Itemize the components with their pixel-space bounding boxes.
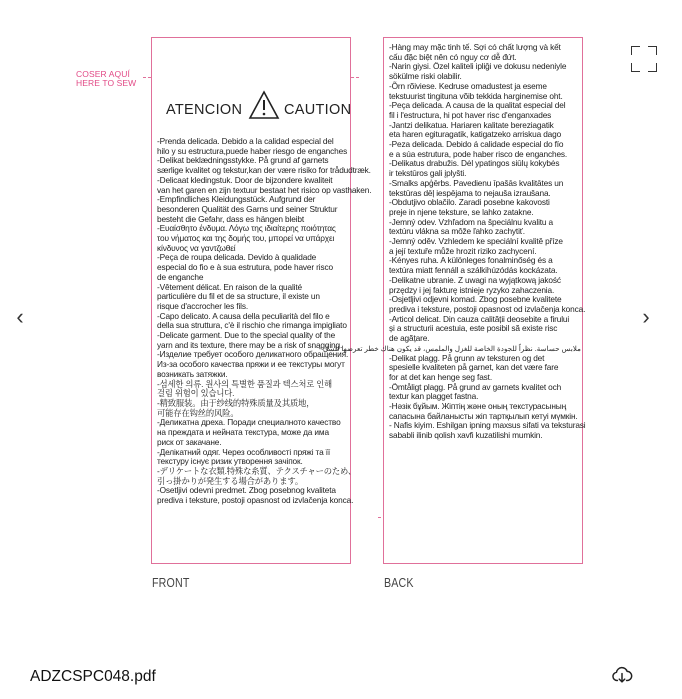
text-line: -Нәзік бұйым. Жіптің және оның текстурасының: [389, 401, 567, 412]
heading-caution: CAUTION: [284, 102, 352, 118]
cloud-download-icon[interactable]: [611, 664, 633, 686]
text-line: ir tekstūros gali įplyšti.: [389, 168, 467, 179]
text-line: -Osetljivi odevni predmet. Zbog posebnog kvaliteta: [157, 485, 336, 496]
next-page-arrow-icon[interactable]: ›: [642, 304, 650, 329]
text-line: spesielle kvaliteten på garnet, kan det være fare: [389, 362, 559, 373]
text-line: -Hàng may mặc tinh tế. Sợi có chất lượng và kết: [389, 42, 561, 52]
text-line: particulière du fil et de sa structure, il existe un: [157, 291, 320, 302]
file-name: ADZCSPC048.pdf: [30, 668, 156, 685]
text-line: de agățare.: [389, 333, 430, 344]
text-line: -Peça delicada. A causa de la qualitat especial del: [389, 100, 566, 111]
text-line: cấu đặc biệt nên có nguy cơ dễ đứt.: [389, 51, 517, 62]
text-line: besteht die Gefahr, dass es hängen bleibt: [157, 213, 304, 224]
text-line: -Smalks apģērbs. Pavedienu īpašās kvalitātes un: [389, 177, 564, 188]
text-line: -Delikat beklædningsstykke. På grund af garnets: [157, 155, 329, 166]
text-line: sababli ilinib qolish xavfi kuzatilishi mumkin.: [389, 430, 543, 441]
text-line: 可能存在钩丝的风险。: [157, 407, 239, 418]
text-line: -Osjetljivi odjevni komad. Zbog posebne kvalitete: [389, 294, 562, 305]
text-line: eta haren egituragatik, katigatzeko arriskua dago: [389, 129, 562, 140]
text-line: -Delicaat kledingstuk. Door de bijzondere kwaliteit: [157, 174, 333, 185]
text-line: prediva i teksture, postoji opasnost od izvlačenja konca.: [157, 495, 354, 506]
text-line: -Prenda delicada. Debido a la calidad especial del: [157, 136, 334, 146]
text-line: van het garen en zijn textuur bestaat het risico op vasthaken.: [157, 184, 372, 195]
text-line: de enganche: [157, 271, 204, 282]
text-line: e a súa estrutura, pode haber risco de enganches.: [389, 148, 568, 159]
text-line: -Delicate garment. Due to the special quality of the: [157, 330, 336, 341]
text-line: a její textuře může hrozit riziko zachycení.: [389, 245, 537, 256]
text-line: -Delikatne ubranie. Z uwagi na wyjątkową jakość: [389, 274, 561, 285]
text-line: -Peza delicada. Debido á calidade especial do fío: [389, 139, 564, 150]
text-line: della sua struttura, c'è il rischio che rimanga impigliato: [157, 320, 347, 331]
warning-triangle-icon: [248, 90, 280, 120]
text-line: særlige kvalitet og tekstur,kan der være risiko for trådudtræk.: [157, 165, 371, 176]
text-line: возникать затяжки.: [157, 368, 228, 379]
text-line: sökülme riski olabilir.: [389, 71, 462, 82]
text-line: -Jantzi delikatua. Hariaren kalitate bereziagatik: [389, 119, 554, 130]
text-line: -精致服装。由于纱线的特殊质量及其质地，: [157, 397, 315, 408]
text-line: на преждата и нейната текстура, може да има: [157, 427, 329, 438]
text-line: especial do fio e à sua estrutura, pode haver risco: [157, 262, 333, 273]
expand-fullscreen-icon[interactable]: [631, 46, 657, 72]
text-line: -Õrn rõiviese. Kedruse omadustest ja eseme: [389, 80, 547, 91]
text-line: 걸림 위험이 있습니다.: [157, 388, 235, 399]
text-line: -Peça de roupa delicada. Devido à qualidade: [157, 252, 317, 263]
heading-atencion: ATENCION: [166, 102, 243, 118]
text-line: 引っ掛かりが発生する場合があります。: [157, 475, 303, 486]
text-line: -Деликатна дреха. Поради специалното качество: [157, 417, 341, 428]
text-line: tekstuurist tingituna võib tekkida harginemise oht.: [389, 90, 563, 101]
sew-here-label-es: COSER AQUÍ: [76, 69, 130, 79]
text-line: -Capo delicato. A causa della peculiarità del filo e: [157, 310, 330, 321]
text-line: -Ευαίσθητο ένδυμα. Λόγω της ιδιαίτερης ποιότητας: [157, 223, 336, 234]
text-line: textúra miatt fennáll a szálkihúzódás kockázata.: [389, 265, 558, 276]
sew-here-label: [76, 70, 136, 88]
text-line: -Jemný odev. Vzhľadom na špeciálnu kvalitu a: [389, 216, 553, 227]
text-line: -Делікатний одяг. Через особливості пряжі та її: [157, 446, 331, 457]
text-line: hilo y su estructura,puede haber riesgo de enganches: [157, 145, 348, 156]
text-line: -Delikatus drabužis. Dėl ypatingos siūlų kokybės: [389, 158, 560, 169]
sew-here-label-en: HERE TO SEW: [76, 78, 137, 88]
text-line: besonderen Qualität des Garns und seiner Struktur: [157, 203, 338, 214]
text-line: -Vêtement délicat. En raison de la qualité: [157, 281, 302, 292]
label-front-card: [151, 37, 372, 564]
text-line: preje in njene teksture, se lahko zatakne.: [389, 206, 534, 217]
text-line: -デリケートな衣類.特殊な糸質、テクスチャーのため、: [157, 465, 356, 476]
text-line: -Narin giysi. Özel kaliteli ipliği ve dokusu nedeniyle: [389, 61, 567, 72]
text-line: tekstūras dēļ iespējama to nejauša izraušana.: [389, 187, 551, 198]
text-line: textúru vlákna sa môže ľahko zachytiť.: [389, 226, 525, 237]
text-line: przędzy i jej fakturę istnieje ryzyko zahaczenia.: [389, 284, 555, 295]
text-line: -Изделие требует особого деликатного обращения.: [157, 349, 349, 360]
text-line: -Ömtåligt plagg. På grund av garnets kvalitet och: [389, 381, 562, 392]
back-caption: BACK: [384, 575, 414, 590]
text-line: Из-за особого качества пряжи и ее текстуры могут: [157, 359, 345, 370]
text-line: -Obdutjivo oblačilo. Zaradi posebne kakovosti: [389, 197, 550, 208]
text-line: -Articol delicat. Din cauza calității deosebite a firului: [389, 313, 570, 324]
text-line: și a structurii acestuia, este posibil să existe risc: [389, 323, 558, 334]
previous-page-arrow-icon[interactable]: ‹: [16, 304, 24, 329]
caution-heading: [162, 90, 352, 124]
text-line: fil i l'estructura, hi pot haver risc d'enganxades: [389, 109, 552, 120]
text-line: текстуру існує ризик утворення зачіпок.: [157, 456, 303, 467]
text-line: -Kényes ruha. A különleges fonalminőség és a: [389, 255, 553, 266]
text-line: сапасына байланысты жіп тартқылып кетуі мүмкін.: [389, 410, 578, 421]
text-line: κίνδυνος να γαντζωθεί: [157, 242, 236, 253]
text-line: textur kan plagget fastna.: [389, 391, 479, 402]
text-line: -Jemný oděv. Vzhledem ke speciální kvalitě příze: [389, 236, 563, 247]
text-line: risque d'accrocher les fils.: [157, 300, 248, 311]
text-line: -섬세한 의류. 원사의 특별한 품질과 텍스처로 인해: [157, 378, 332, 389]
text-line: - Nafis kiyim. Eshilgan ipning maxsus sifati va teksturasi: [389, 420, 586, 431]
text-line: -Delikat plagg. På grunn av teksturen og det: [389, 352, 545, 363]
text-line: ملابس حساسة. نظراً للجودة الخاصة للغزل والملمس، قد يكون هناك خطر تعرضها للسل -: [318, 343, 581, 353]
front-text-block: [157, 136, 372, 506]
text-line: yarn and its texture, there may be a risk of snagging.: [157, 339, 343, 350]
text-line: риск от закачане.: [157, 436, 222, 447]
text-line: for at det kan henge seg fast.: [389, 371, 492, 382]
text-line: prediva i teksture, postoji opasnost od izvlačenja konca.: [389, 303, 586, 314]
text-line: -Empfindliches Kleidungsstück. Aufgrund der: [157, 194, 316, 205]
front-caption: FRONT: [152, 575, 190, 590]
text-line: του νήματος και της δομής του, μπορεί να υπάρχει: [157, 233, 335, 244]
